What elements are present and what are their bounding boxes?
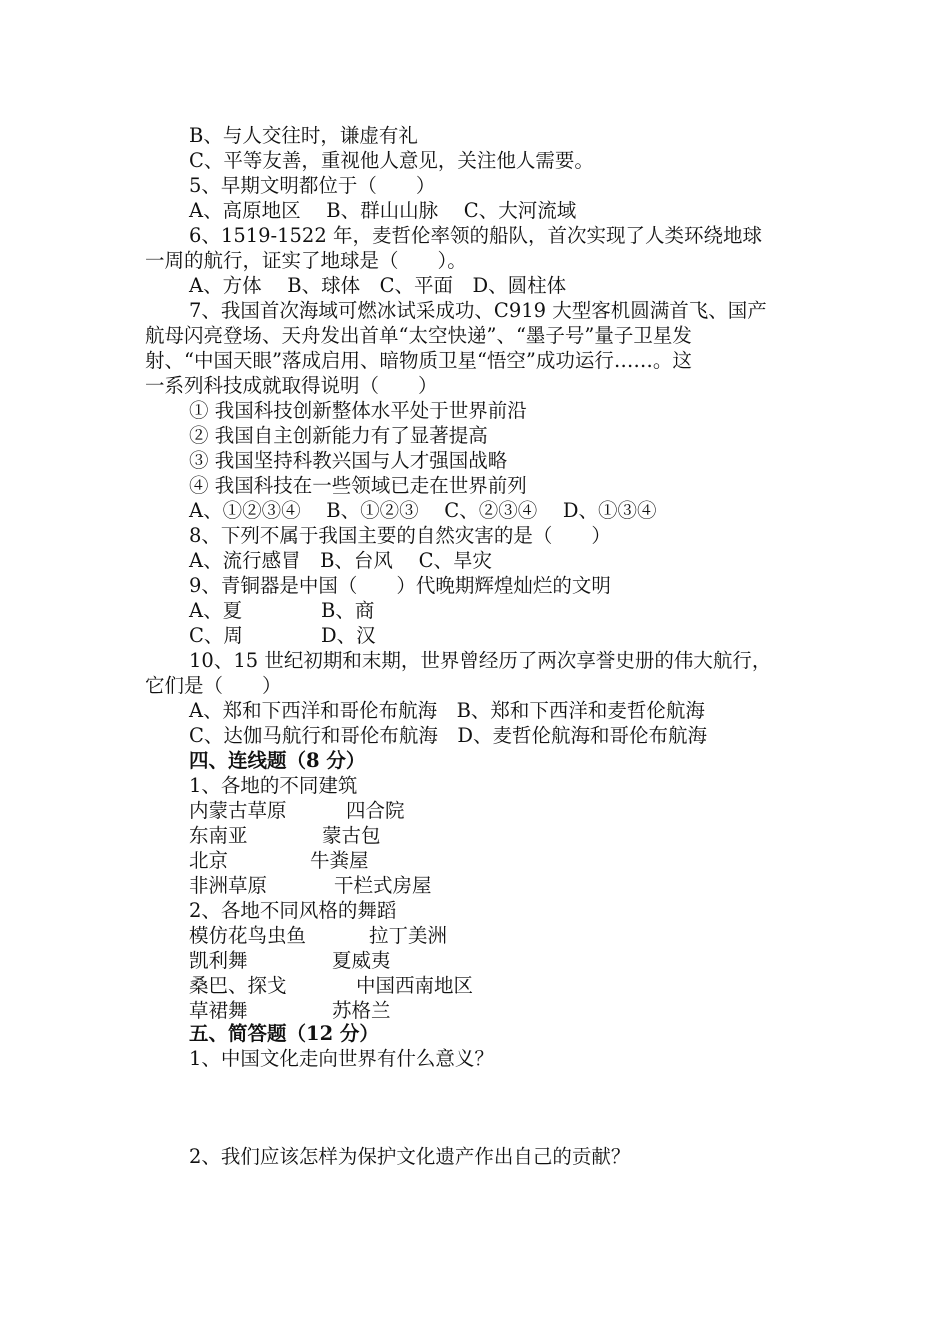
matching-left-item: 北京 xyxy=(189,849,229,872)
matching-right-item: 蒙古包 xyxy=(322,824,381,847)
matching-left-item: 桑巴、探戈 xyxy=(189,974,287,997)
matching-right-item: 夏威夷 xyxy=(332,949,391,972)
matching-row xyxy=(189,923,447,948)
q4-option-c: C、平等友善，重视他人意见，关注他人需要。 xyxy=(189,149,594,172)
matching-row xyxy=(189,998,391,1023)
q4-option-b: B、与人交往时，谦虚有礼 xyxy=(189,124,418,147)
q7-stem-line3: 射、“中国天眼”落成启用、暗物质卫星“悟空”成功运行……。这 xyxy=(145,349,692,372)
q10-options-cd: C、达伽马航行和哥伦布航海 D、麦哲伦航海和哥伦布航海 xyxy=(189,724,708,747)
matching-row xyxy=(189,948,391,973)
matching-left-item: 草裙舞 xyxy=(189,999,248,1022)
matching-right-item: 苏格兰 xyxy=(332,999,391,1022)
q7-stem-line2: 航母闪亮登场、天舟发出首单“太空快递”、“墨子号”量子卫星发 xyxy=(145,324,692,347)
q6-stem-line2: 一周的航行，证实了地球是（ ）。 xyxy=(145,249,467,272)
section-heading-short-answer: 五、简答题（12 分） xyxy=(189,1022,379,1045)
matching-row xyxy=(189,823,381,848)
matching-left-item: 模仿花鸟虫鱼 xyxy=(189,924,307,947)
q7-statement-3: ③ 我国坚持科教兴国与人才强国战略 xyxy=(189,449,508,472)
matching-q1-title: 1、各地的不同建筑 xyxy=(189,774,358,797)
q10-options-ab: A、郑和下西洋和哥伦布航海 B、郑和下西洋和麦哲伦航海 xyxy=(189,699,705,722)
q9-option-a: A、夏 xyxy=(189,599,243,622)
q9-options-row2 xyxy=(189,623,376,648)
q7-stem-line1: 7、我国首次海域可燃冰试采成功、C919 大型客机圆满首飞、国产 xyxy=(189,299,767,322)
q7-statement-4: ④ 我国科技在一些领域已走在世界前列 xyxy=(189,474,527,497)
q5-stem: 5、早期文明都位于（ ） xyxy=(189,174,436,197)
q6-stem-line1: 6、1519-1522 年，麦哲伦率领的船队，首次实现了人类环绕地球 xyxy=(189,224,762,247)
matching-right-item: 拉丁美洲 xyxy=(369,924,448,947)
q8-options: A、流行感冒 B、台风 C、旱灾 xyxy=(189,549,493,572)
q9-stem: 9、青铜器是中国（ ）代晚期辉煌灿烂的文明 xyxy=(189,574,611,597)
matching-row xyxy=(189,873,432,898)
q9-option-b: B、商 xyxy=(321,599,375,622)
matching-row xyxy=(189,848,369,873)
q9-option-c: C、周 xyxy=(189,624,243,647)
matching-right-item: 干栏式房屋 xyxy=(334,874,432,897)
matching-q2-title: 2、各地不同风格的舞蹈 xyxy=(189,899,397,922)
matching-row xyxy=(189,798,405,823)
matching-left-item: 内蒙古草原 xyxy=(189,799,287,822)
short-answer-q1: 1、中国文化走向世界有什么意义？ xyxy=(189,1047,494,1070)
q10-stem-line2: 它们是（ ） xyxy=(145,674,282,697)
section-heading-matching: 四、连线题（8 分） xyxy=(189,749,366,772)
matching-right-item: 四合院 xyxy=(346,799,405,822)
short-answer-q2: 2、我们应该怎样为保护文化遗产作出自己的贡献？ xyxy=(189,1145,631,1168)
q6-options: A、方体 B、球体 C、平面 D、圆柱体 xyxy=(189,274,567,297)
q5-options: A、高原地区 B、群山山脉 C、大河流域 xyxy=(189,199,577,222)
q10-stem-line1: 10、15 世纪初期和末期，世界曾经历了两次享誉史册的伟大航行， xyxy=(189,649,772,672)
q7-options: A、①②③④ B、①②③ C、②③④ D、①③④ xyxy=(189,499,657,522)
q7-statement-1: ① 我国科技创新整体水平处于世界前沿 xyxy=(189,399,527,422)
matching-right-item: 中国西南地区 xyxy=(356,974,474,997)
q7-stem-line4: 一系列科技成就取得说明（ ） xyxy=(145,374,438,397)
matching-right-item: 牛粪屋 xyxy=(310,849,369,872)
matching-left-item: 非洲草原 xyxy=(189,874,268,897)
q8-stem: 8、下列不属于我国主要的自然灾害的是（ ） xyxy=(189,524,611,547)
matching-left-item: 东南亚 xyxy=(189,824,248,847)
q7-statement-2: ② 我国自主创新能力有了显著提高 xyxy=(189,424,488,447)
matching-row xyxy=(189,973,473,998)
q9-option-d: D、汉 xyxy=(321,624,376,647)
matching-left-item: 凯利舞 xyxy=(189,949,248,972)
q9-options-row1 xyxy=(189,598,374,623)
